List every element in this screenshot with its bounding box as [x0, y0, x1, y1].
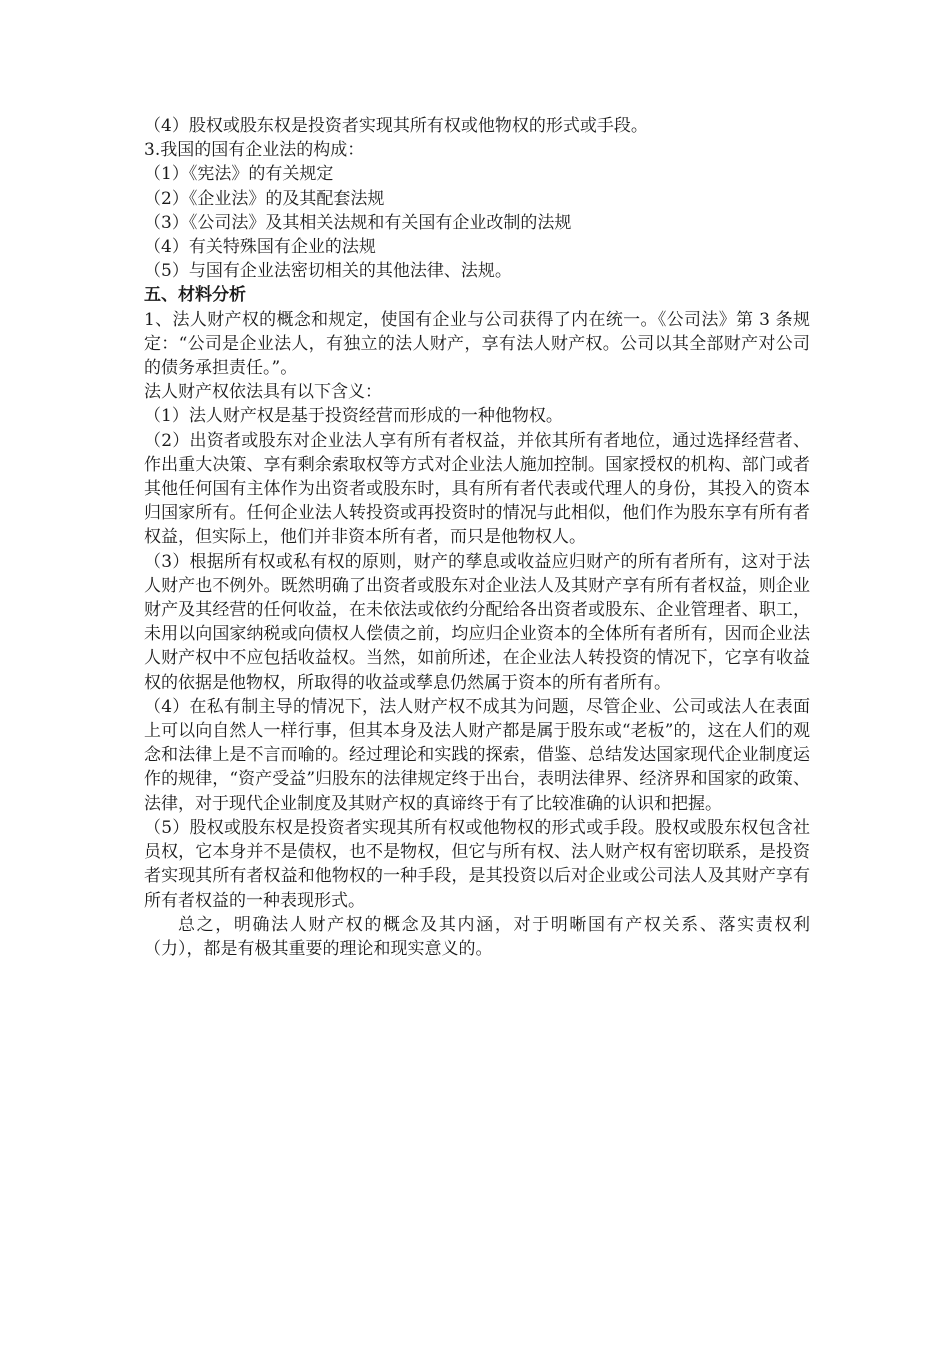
text-line: （2）《企业法》的及其配套法规 — [144, 188, 385, 209]
paragraph: （5）股权或股东权是投资者实现其所有权或他物权的形式或手段。股权或股东权包含社员权，它本身并不是债权，也不是物权，但它与所有权、法人财产权有密切联系，是投资者实现其所有者权益和他物权的一种手段，是其投资以后对企业或公司法人及其财产享有所有者权益的一种表现形式。 — [144, 817, 810, 911]
text-line: （4）有关特殊国有企业的法规 — [144, 237, 376, 258]
text-line: （3）《公司法》及其相关法规和有关国有企业改制的法规 — [144, 212, 572, 233]
text-line: 3.我国的国有企业法的构成： — [144, 140, 365, 161]
text-line: （1）《宪法》的有关规定 — [144, 164, 334, 185]
paragraph: （4）在私有制主导的情况下，法人财产权不成其为问题，尽管企业、公司或法人在表面上可以向自然人一样行事，但其本身及法人财产都是属于股东或“老板”的，这在人们的观念和法律上是不言而喻的。经过理论和实践的探索，借鉴、总结发达国家现代企业制度运作的规律，“资产受益”归股东的法律规定终于出台，表明法律界、经济界和国家的政策、法律，对于现代企业制度及其财产权的真谛终于有了比较准确的认识和把握。 — [144, 696, 810, 814]
document-body — [144, 114, 810, 961]
conclusion-paragraph: 总之，明确法人财产权的概念及其内涵，对于明晰国有产权关系、落实责权利（力），都是有极其重要的理论和现实意义的。 — [144, 914, 810, 959]
paragraph: （2）出资者或股东对企业法人享有所有者权益，并依其所有者地位，通过选择经营者、作出重大决策、享有剩余索取权等方式对企业法人施加控制。国家授权的机构、部门或者其他任何国有主体作为出资者或股东时，具有所有者代表或代理人的身份，其投入的资本归国家所有。任何企业法人转投资或再投资时的情况与此相似，他们作为股东享有所有者权益，但实际上，他们并非资本所有者，而只是他物权人。 — [144, 430, 810, 548]
paragraph: 1、法人财产权的概念和规定，使国有企业与公司获得了内在统一。《公司法》第 3 条规定：“公司是企业法人，有独立的法人财产，享有法人财产权。公司以其全部财产对公司的债务承担责任。”。 — [144, 309, 810, 379]
paragraph: （3）根据所有权或私有权的原则，财产的孳息或收益应归财产的所有者所有，这对于法人财产也不例外。既然明确了出资者或股东对企业法人及其财产享有所有者权益，则企业财产及其经营的任何收益，在未依法或依约分配给各出资者或股东、企业管理者、职工，未用以向国家纳税或向债权人偿债之前，均应归企业资本的全体所有者所有，因而企业法人财产权中不应包括收益权。当然，如前所述，在企业法人转投资的情况下，它享有收益权的依据是他物权，所取得的收益或孳息仍然属于资本的所有者所有。 — [144, 551, 810, 693]
section-heading: 五、材料分析 — [144, 285, 246, 306]
paragraph: （1）法人财产权是基于投资经营而形成的一种他物权。 — [144, 406, 563, 427]
text-line: （5）与国有企业法密切相关的其他法律、法规。 — [144, 261, 512, 282]
text-line: （4）股权或股东权是投资者实现其所有权或他物权的形式或手段。 — [144, 116, 648, 136]
paragraph: 法人财产权依法具有以下含义： — [144, 382, 382, 403]
